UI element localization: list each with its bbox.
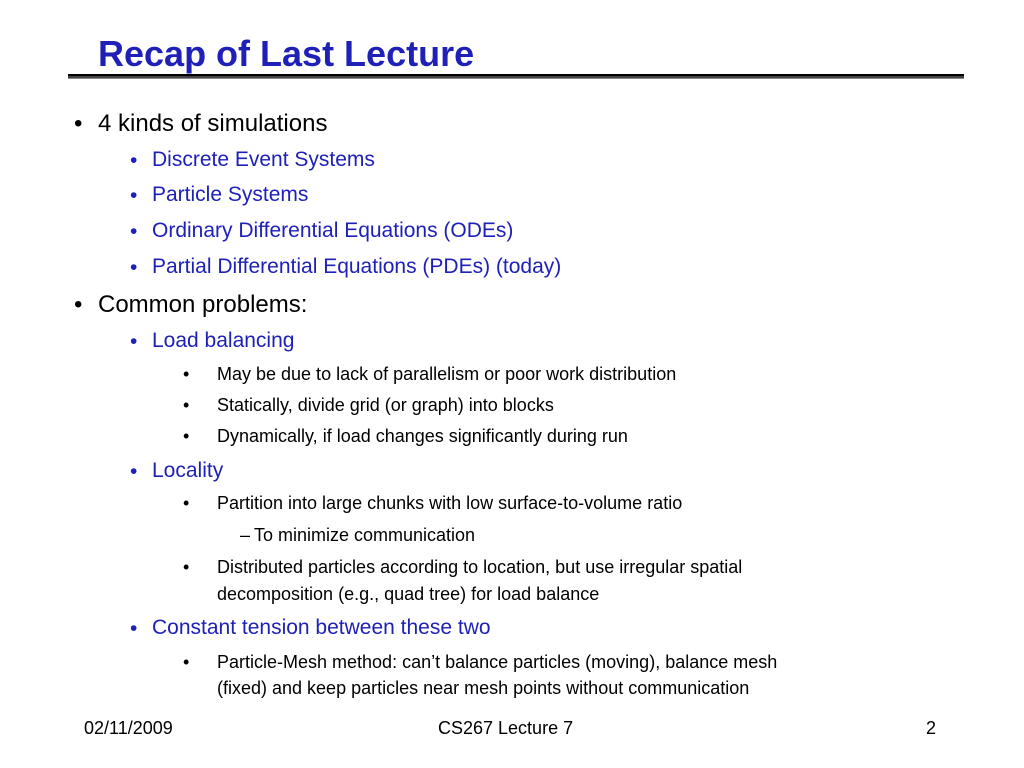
bullet-marker: • <box>183 652 190 672</box>
bullet-marker: • <box>183 426 190 446</box>
list-item-continuation: decomposition (e.g., quad tree) for load balance <box>217 584 600 604</box>
bullet-marker: • <box>74 110 83 137</box>
list-item: May be due to lack of parallelism or poor work distribution <box>217 364 677 384</box>
dash-marker: – <box>240 525 251 545</box>
subheading-load-balancing: Load balancing <box>152 329 295 352</box>
subheading-locality: Locality <box>152 459 224 482</box>
list-item: Ordinary Differential Equations (ODEs) <box>152 219 514 242</box>
bullet-marker: • <box>183 364 190 384</box>
bullet-marker: • <box>130 256 138 279</box>
list-item: Partition into large chunks with low surface-to-volume ratio <box>217 493 683 513</box>
slide-title: Recap of Last Lecture <box>98 33 475 74</box>
bullet-marker: • <box>183 395 190 415</box>
list-item: Distributed particles according to location, but use irregular spatial <box>217 557 743 577</box>
bullet-marker: • <box>183 557 190 577</box>
list-item: Partial Differential Equations (PDEs) (today) <box>152 255 562 278</box>
bullet-kinds-of-simulations: 4 kinds of simulations <box>98 110 328 137</box>
list-item: To minimize communication <box>254 525 476 545</box>
bullet-common-problems: Common problems: <box>98 291 308 318</box>
list-item: Dynamically, if load changes significantly during run <box>217 426 628 446</box>
subheading-constant-tension: Constant tension between these two <box>152 616 491 639</box>
footer-page-number: 2 <box>926 718 937 738</box>
bullet-marker: • <box>130 617 138 640</box>
bullet-marker: • <box>130 460 138 483</box>
list-item: Particle-Mesh method: can’t balance particles (moving), balance mesh <box>217 652 778 672</box>
bullet-marker: • <box>74 291 83 318</box>
bullet-marker: • <box>183 493 190 513</box>
list-item: Statically, divide grid (or graph) into blocks <box>217 395 554 415</box>
footer-course: CS267 Lecture 7 <box>438 718 574 738</box>
footer-date: 02/11/2009 <box>84 718 173 738</box>
title-underline <box>68 74 964 78</box>
list-item: Discrete Event Systems <box>152 148 375 171</box>
bullet-marker: • <box>130 149 138 172</box>
list-item: Particle Systems <box>152 183 309 206</box>
bullet-marker: • <box>130 184 138 207</box>
bullet-marker: • <box>130 220 138 243</box>
bullet-marker: • <box>130 330 138 353</box>
list-item-continuation: (fixed) and keep particles near mesh points without communication <box>217 678 750 698</box>
